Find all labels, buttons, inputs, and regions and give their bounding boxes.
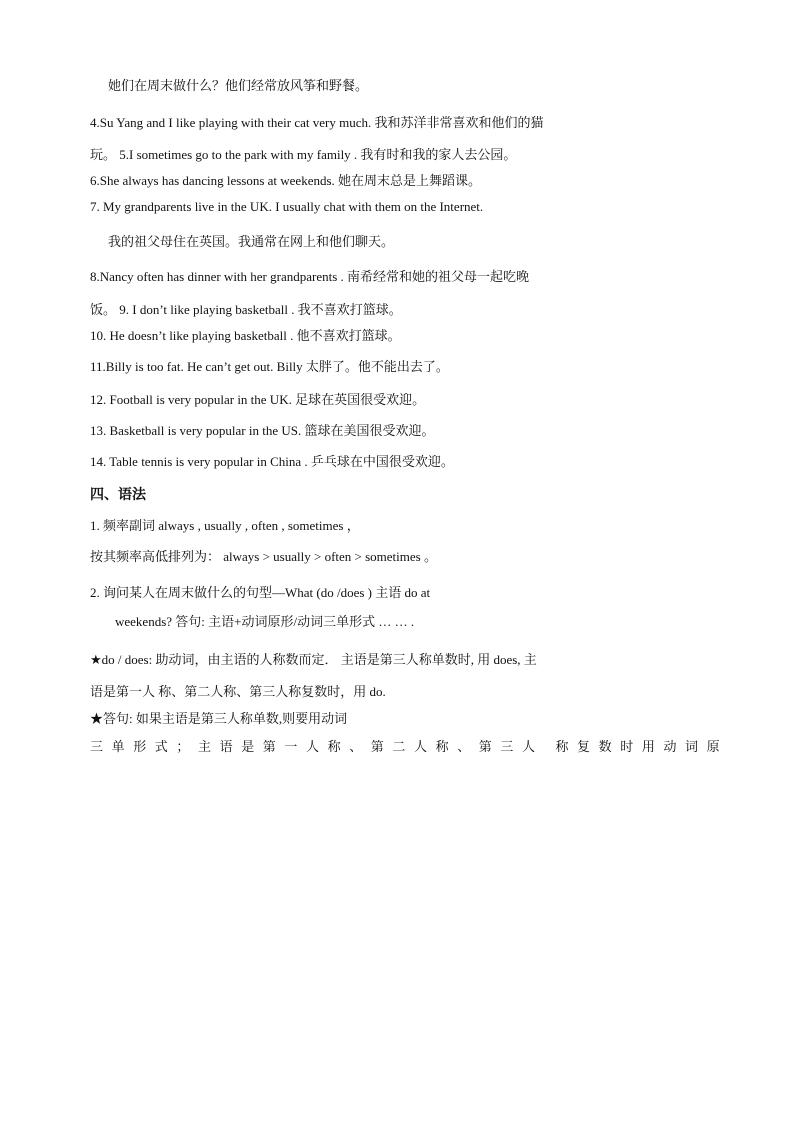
text-line-21: ★答句: 如果主语是第三人称单数,则要用动词 bbox=[90, 711, 348, 726]
text-line-19: ★do / does: 助动词，由主语的人称数而定． 主语是第三人称单数时, 用 does, 主 bbox=[90, 652, 537, 667]
text-line-16: 按其频率高低排列为： always > usually > often > sometimes 。 bbox=[90, 549, 437, 564]
text-line-2: 4.Su Yang and I like playing with their cat very much. 我和苏洋非常喜欢和他们的猫 bbox=[90, 115, 544, 130]
text-line-17: 2. 询问某人在周末做什么的句型—What (do /does ) 主语 do at bbox=[90, 585, 431, 600]
text-line-15: 1. 频率副词 always , usually , often , sometimes ， bbox=[90, 518, 360, 533]
text-line-20: 语是第一人 称、第二人称、第三人称复数时，用 do. bbox=[90, 684, 386, 699]
section-heading-grammar: 四、语法 bbox=[90, 488, 146, 503]
text-line-8: 饭。 9. I don’t like playing basketball . 我不喜欢打篮球。 bbox=[90, 302, 402, 317]
text-line-5: 7. My grandparents live in the UK. I usually chat with them on the Internet. bbox=[90, 199, 484, 214]
text-line-18: weekends? 答句: 主语+动词原形/动词三单形式 … … . bbox=[115, 614, 415, 629]
text-line-11: 12. Football is very popular in the UK. 足球在英国很受欢迎。 bbox=[90, 392, 426, 407]
text-line-10: 11.Billy is too fat. He can’t get out. Billy 太胖了。他不能出去了。 bbox=[90, 359, 449, 374]
text-line-9: 10. He doesn’t like playing basketball . 他不喜欢打篮球。 bbox=[90, 328, 401, 343]
text-line-7: 8.Nancy often has dinner with her grandparents . 南希经常和她的祖父母一起吃晚 bbox=[90, 269, 530, 284]
text-line-12: 13. Basketball is very popular in the US. 篮球在美国很受欢迎。 bbox=[90, 423, 435, 438]
text-line-22: 三单形式；主语是第一人称、第二人称、第三人 称复数时用动词原 bbox=[90, 739, 729, 754]
text-line-1: 她们在周末做什么？他们经常放风筝和野餐。 bbox=[108, 78, 369, 93]
text-line-6: 我的祖父母住在英国。我通常在网上和他们聊天。 bbox=[108, 234, 395, 249]
text-line-13: 14. Table tennis is very popular in China . 乒乓球在中国很受欢迎。 bbox=[90, 454, 454, 469]
text-line-4: 6.She always has dancing lessons at weekends. 她在周末总是上舞蹈课。 bbox=[90, 173, 482, 188]
text-line-3: 玩。 5.I sometimes go to the park with my family . 我有时和我的家人去公园。 bbox=[90, 147, 517, 162]
